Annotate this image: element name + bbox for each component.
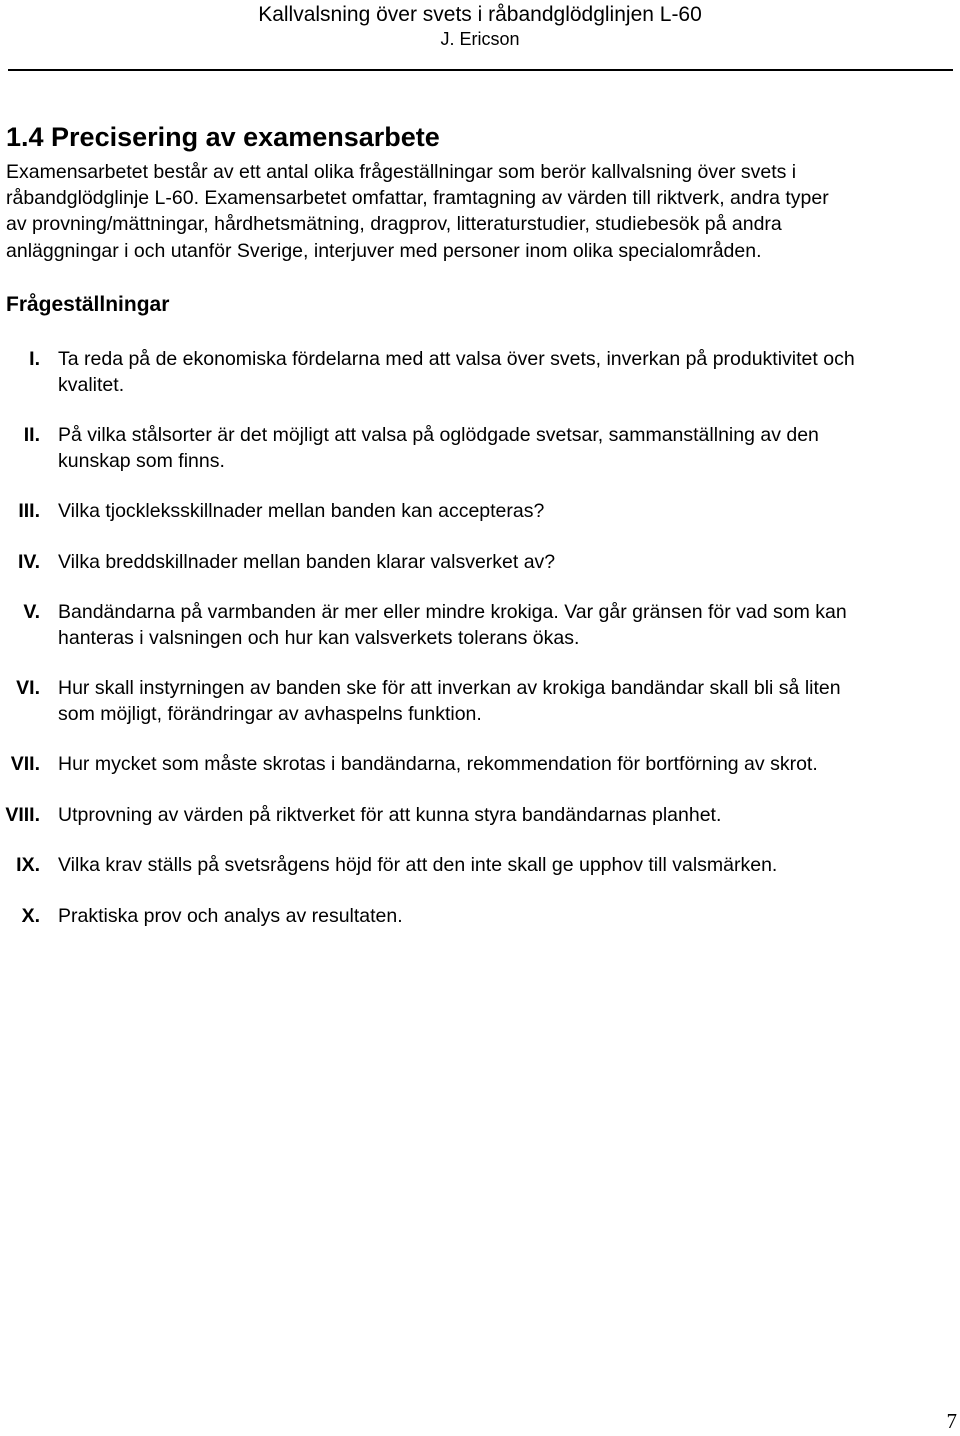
question-line: Vilka breddskillnader mellan banden klarar valsverket av? [58,551,556,573]
question-number: VIII. [5,804,40,826]
intro-line: anläggningar i och utanför Sverige, interjuver med personer inom olika specialområden. [6,239,762,262]
document-title: Kallvalsning över svets i råbandglödglinjen L-60 [258,3,702,26]
question-text [58,498,958,524]
question-line: Utprovning av värden på riktverket för att kunna styra bandändarnas planhet. [58,804,722,826]
question-line: kunskap som finns. [58,450,225,473]
question-number: II. [23,424,40,446]
question-text [58,675,958,727]
question-number: X. [21,905,40,927]
questions-heading: Frågeställningar [6,293,170,316]
question-text [58,599,958,651]
question-line: På vilka stålsorter är det möjligt att valsa på oglödgade svetsar, sammanställning av den [58,424,819,446]
question-line: Praktiska prov och analys av resultaten. [58,905,403,927]
question-text [58,802,958,828]
section-title: 1.4 Precisering av examensarbete [6,122,440,152]
question-text [58,422,958,474]
question-line: Hur mycket som måste skrotas i bandändarna, rekommendation för bortförning av skrot. [58,753,818,775]
question-number: III. [18,500,40,522]
question-text [58,852,958,878]
question-number: I. [29,348,40,370]
page-number: 7 [946,1409,957,1433]
question-line: Vilka krav ställs på svetsrågens höjd för att den inte skall ge upphov till valsmärken. [58,854,778,876]
question-line: Bandändarna på varmbanden är mer eller mindre krokiga. Var går gränsen för vad som kan [58,601,847,623]
intro-line: Examensarbetet består av ett antal olika frågeställningar som berör kallvalsning över svets i [6,161,797,183]
question-number: IV. [17,551,40,573]
question-number: IX. [16,854,40,876]
question-line: kvalitet. [58,374,125,397]
question-number: VII. [10,753,40,775]
intro-line: råbandglödglinje L-60. Examensarbetet omfattar, framtagning av värden till riktverk, andra typer [6,187,829,210]
question-line: Vilka tjockleksskillnader mellan banden kan accepteras? [58,500,545,522]
intro-paragraph [6,159,956,264]
document-author: J. Ericson [440,29,520,49]
question-text [58,346,958,398]
question-line: Ta reda på de ekonomiska fördelarna med att valsa över svets, inverkan på produktivitet och [58,348,855,370]
question-line: som möjligt, förändringar av avhaspelns funktion. [58,703,482,726]
question-line: hanteras i valsningen och hur kan valsverkets tolerans ökas. [58,627,580,650]
question-text [58,549,958,575]
question-number: V. [23,601,40,623]
intro-line: av provning/mättningar, hårdhetsmätning, dragprov, litteraturstudier, studiebesök på andra [6,213,782,236]
header-divider [8,69,953,71]
question-line: Hur skall instyrningen av banden ske för att inverkan av krokiga bandändar skall bli så liten [58,677,841,699]
question-text [58,903,958,929]
question-number: VI. [16,677,40,699]
question-text [58,751,958,777]
